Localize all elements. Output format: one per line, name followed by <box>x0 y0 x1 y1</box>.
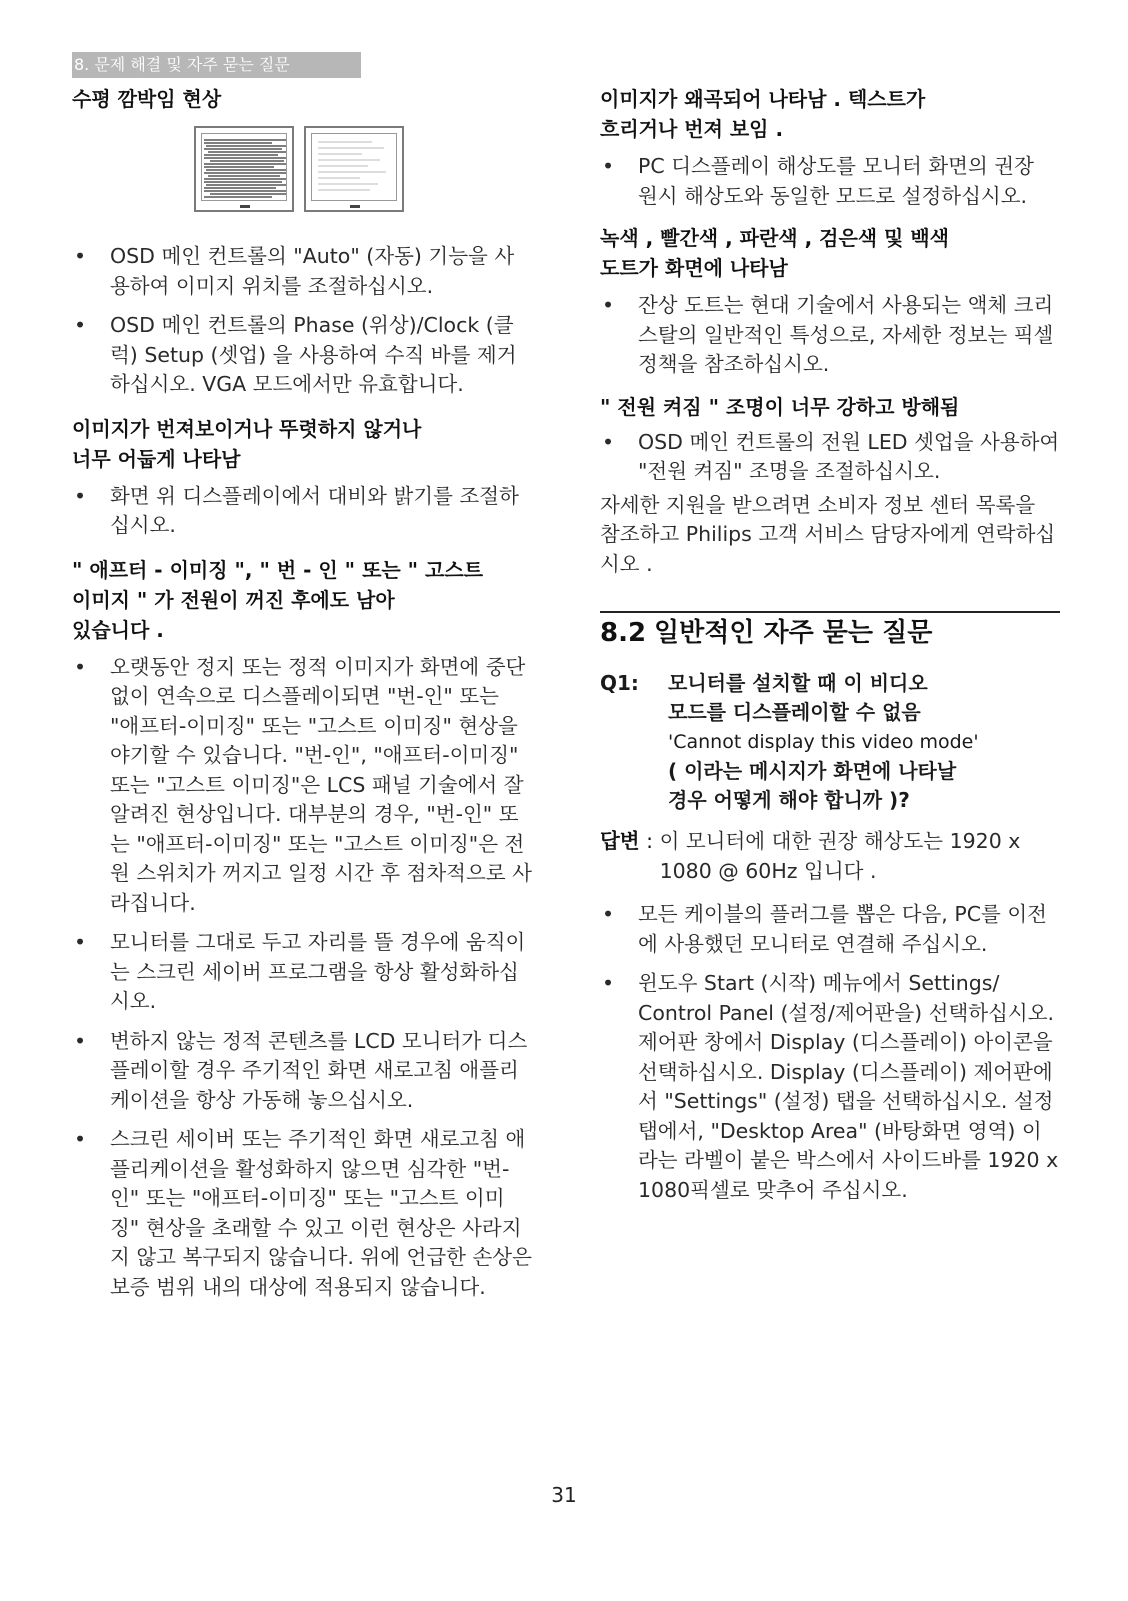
power-light-tips-list <box>600 428 1060 487</box>
list-item: • OSD 메인 컨트롤의 Phase (위상)/Clock (클럭) Setup (셋업) 을 사용하여 수직 바를 제거하십시오. VGA 모드에서만 유효합니다. <box>72 311 532 400</box>
section-heading-faq <box>600 615 1060 651</box>
faq-answer-1 <box>600 827 1060 886</box>
list-item: • OSD 메인 컨트롤의 "Auto" (자동) 기능을 사용하여 이미지 위치를 조절하십시오. <box>72 242 532 301</box>
right-column <box>600 52 1060 1205</box>
list-item: • 모니터를 그대로 두고 자리를 뜰 경우에 움직이는 스크린 세이버 프로그램을 항상 활성화하십시오. <box>72 928 532 1017</box>
question-line: 모드를 디스플레이할 수 없음 <box>668 700 921 724</box>
list-item: • 화면 위 디스플레이에서 대비와 밝기를 조절하십시오. <box>72 482 532 541</box>
section-title-blurry-image <box>72 414 532 474</box>
left-column <box>72 52 532 1302</box>
answer-text: 이 모니터에 대한 권장 해상도는 1920 x 1080 @ 60Hz 입니다 . <box>659 829 1021 883</box>
question-line: 모니터를 설치할 때 이 비디오 <box>668 671 928 695</box>
section-title-power-light: " 전원 켜짐 " 조명이 너무 강하고 방해됨 <box>600 394 960 419</box>
flicker-tips-list <box>72 242 532 400</box>
title-line: 이미지가 왜곡되어 나타남 . 텍스트가 <box>600 87 926 111</box>
section-title-distorted-image <box>600 84 1060 144</box>
list-item: • 윈도우 Start (시작) 메뉴에서 Settings/ Control Panel (설정/제어판을) 선택하십시오. 제어판 창에서 Display (디스플레이) 아이콘을 선택하십시오. Display (디스플레이) 제어판에서 "Settings" (설정) 탭을 선택하십시오. 설정 탭에서, "Desktop Area" (바탕화면 영역) 이라는 라벨이 붙은 박스에서 사이드바를 1920 x 1080픽셀로 맞추어 주십시오. <box>600 969 1060 1205</box>
title-line: 너무 어둡게 나타남 <box>72 446 241 471</box>
title-line: " 애프터 - 이미징 ", " 번 - 인 " 또는 " 고스트 <box>72 557 484 582</box>
after-imaging-tips-list <box>72 653 532 1303</box>
section-title-horizontal-flicker: 수평 깜박임 현상 <box>72 87 222 111</box>
list-item: • 모든 케이블의 플러그를 뽑은 다음, PC를 이전에 사용했던 모니터로 연결해 주십시오. <box>600 900 1060 959</box>
dots-tips-list <box>600 291 1060 380</box>
blurry-tips-list <box>72 482 532 541</box>
section-divider <box>600 611 1060 613</box>
flicker-screen-illustration <box>194 126 294 212</box>
flicker-illustrations <box>194 126 532 212</box>
list-item: • 오랫동안 정지 또는 정적 이미지가 화면에 중단없이 연속으로 디스플레이되면 "번-인" 또는 "애프터-이미징" 또는 "고스트 이미징" 현상을 야기할 수 있습니다. "번-인", "애프터-이미징" 또는 "고스트 이미징"은 LCS 패널 기술에서 잘 알려진 현상입니다. 대부분의 경우, "번-인" 또는 "애프터-이미징" 또는 "고스트 이미징"은 전원 스위치가 꺼지고 일정 시간 후 점차적으로 사라집니다. <box>72 653 532 919</box>
page-number: 31 <box>551 1483 577 1507</box>
answer-steps-list <box>600 900 1060 1205</box>
list-item: • 잔상 도트는 현대 기술에서 사용되는 액체 크리스탈의 일반적인 특성으로, 자세한 정보는 픽셀 정책을 참조하십시오. <box>600 291 1060 380</box>
distorted-tips-list <box>600 152 1060 211</box>
list-item: • OSD 메인 컨트롤의 전원 LED 셋업을 사용하여 "전원 켜짐" 조명을 조절하십시오. <box>600 428 1060 487</box>
normal-screen-illustration <box>304 126 404 212</box>
section-number: 8.2 <box>600 618 647 648</box>
title-line: 있습니다 . <box>72 617 164 642</box>
chapter-tab: 8. 문제 해결 및 자주 묻는 질문 <box>72 52 368 78</box>
title-line: 흐리거나 번져 보임 . <box>600 117 784 141</box>
question-label: Q1: <box>600 671 639 695</box>
support-text: 자세한 지원을 받으려면 소비자 정보 센터 목록을 참조하고 Philips 고객 서비스 담당자에게 연락하십시오 . <box>600 492 1056 576</box>
list-item: • PC 디스플레이 해상도를 모니터 화면의 권장 원시 해상도와 동일한 모드로 설정하십시오. <box>600 152 1060 211</box>
title-line: 이미지가 번져보이거나 뚜렷하지 않거나 <box>72 416 422 441</box>
title-line: 도트가 화면에 나타남 <box>600 256 788 280</box>
section-title-after-imaging <box>72 555 532 645</box>
question-line: 경우 어떻게 해야 합니까 )? <box>668 788 910 812</box>
title-line: 이미지 " 가 전원이 꺼진 후에도 남아 <box>72 587 395 612</box>
question-line: 'Cannot display this video mode' <box>668 731 979 753</box>
faq-question-1 <box>600 669 1060 815</box>
question-text <box>668 669 979 815</box>
title-line: 녹색 , 빨간색 , 파란색 , 검은색 및 백색 <box>600 226 949 250</box>
list-item: • 스크린 세이버 또는 주기적인 화면 새로고침 애플리케이션을 활성화하지 않으면 심각한 "번-인" 또는 "애프터-이미징" 또는 "고스트 이미징" 현상을 초래할 수 있고 이런 현상은 사라지지 않고 복구되지 않습니다. 위에 언급한 손상은 보증 범위 내의 대상에 적용되지 않습니다. <box>72 1125 532 1302</box>
list-item: • 변하지 않는 정적 콘텐츠를 LCD 모니터가 디스플레이할 경우 주기적인 화면 새로고침 애플리케이션을 항상 가동해 놓으십시오. <box>72 1027 532 1116</box>
question-line: ( 이라는 메시지가 화면에 나타날 <box>668 759 957 783</box>
section-title: 일반적인 자주 묻는 질문 <box>654 618 933 648</box>
answer-label: 답변 : <box>600 829 660 853</box>
section-title-colored-dots <box>600 223 1060 283</box>
